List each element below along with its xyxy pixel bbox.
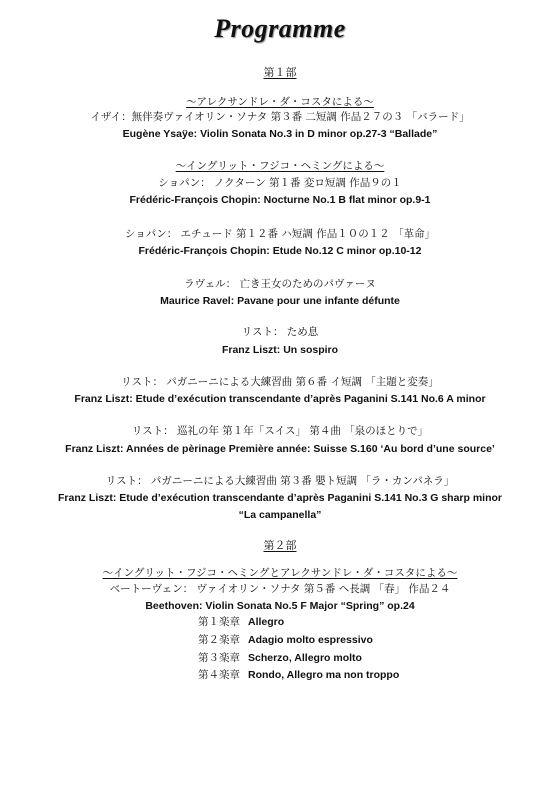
piece-campanella-jp: リスト： パガニーニによる大練習曲 第３番 嬰ト短調 「ラ・カンパネラ」 — [105, 475, 455, 487]
performer-costa: ～アレクサンドレ・ダ・コスタによる～ — [186, 96, 374, 108]
piece-annees-jp: リスト： 巡礼の年 第１年「スイス」 第４曲 「泉のほとりで」 — [131, 425, 429, 437]
piece-nocturne-jp: ショパン： ノクターン 第１番 変ロ短調 作品９の１ — [158, 177, 402, 189]
piece-pavane-jp: ラヴェル： 亡き王女のためのパヴァーヌ — [184, 278, 376, 290]
piece-campanella-en-subtitle: “La campanella” — [238, 509, 322, 521]
piece-etude-en: Frédéric-François Chopin: Etude No.12 C minor op.10-12 — [138, 245, 422, 257]
movement-number: 第３楽章 — [198, 652, 240, 664]
part1-heading: 第１部 — [263, 66, 297, 79]
piece-nocturne-en: Frédéric-François Chopin: Nocturne No.1 B flat minor op.9-1 — [129, 194, 431, 206]
performer-duo: ～イングリット・フジコ・ヘミングとアレクサンドレ・ダ・コスタによる～ — [102, 567, 458, 579]
movement-number: 第１楽章 — [198, 616, 240, 628]
piece-sospiro-en: Franz Liszt: Un sospiro — [221, 344, 339, 356]
piece-etude-jp: ショパン： エチュード 第１２番 ハ短調 作品１０の１２ 「革命」 — [124, 228, 436, 240]
movement-tempo: Scherzo, Allegro molto — [248, 652, 362, 664]
performer-hemming: ～イングリット・フジコ・ヘミングによる～ — [175, 160, 385, 172]
page-title: Programme — [214, 14, 346, 43]
piece-ysaye-jp: イザイ：無伴奏ヴァイオリン・ソナタ 第３番 二短調 作品２７の３ 「バラード」 — [90, 111, 470, 123]
piece-paganini6-en: Franz Liszt: Etude d’exécution transcendante d’après Paganini S.141 No.6 A minor — [74, 393, 486, 405]
movement-number: 第４楽章 — [198, 669, 240, 681]
piece-ysaye-en: Eugène Ysaÿe: Violin Sonata No.3 in D minor op.27-3 “Ballade” — [122, 128, 438, 140]
movement-1 — [198, 614, 284, 630]
movement-tempo: Rondo, Allegro ma non troppo — [248, 669, 400, 681]
piece-sospiro-jp: リスト： ため息 — [241, 326, 319, 338]
piece-beethoven-jp: ベートーヴェン： ヴァイオリン・ソナタ 第５番 ヘ長調 「春」 作品２４ — [109, 583, 451, 595]
piece-paganini6-jp: リスト： パガニーニによる大練習曲 第６番 イ短調 「主題と変奏」 — [121, 376, 439, 388]
piece-campanella-en: Franz Liszt: Etude d’exécution transcendante d’après Paganini S.141 No.3 G sharp minor — [57, 492, 503, 504]
movement-number: 第２楽章 — [198, 634, 240, 646]
part2-heading: 第２部 — [263, 539, 297, 552]
movement-tempo: Allegro — [248, 616, 285, 628]
movement-2 — [198, 632, 373, 648]
movement-4 — [198, 667, 399, 683]
piece-pavane-en: Maurice Ravel: Pavane pour une infante défunte — [160, 295, 400, 307]
piece-beethoven-en: Beethoven: Violin Sonata No.5 F Major “Spring” op.24 — [145, 600, 415, 612]
movement-3 — [198, 650, 362, 666]
movement-tempo: Adagio molto espressivo — [248, 634, 373, 646]
piece-annees-en: Franz Liszt: Années de pèrinage Première année: Suisse S.160 ‘Au bord d’une source’ — [65, 443, 495, 455]
